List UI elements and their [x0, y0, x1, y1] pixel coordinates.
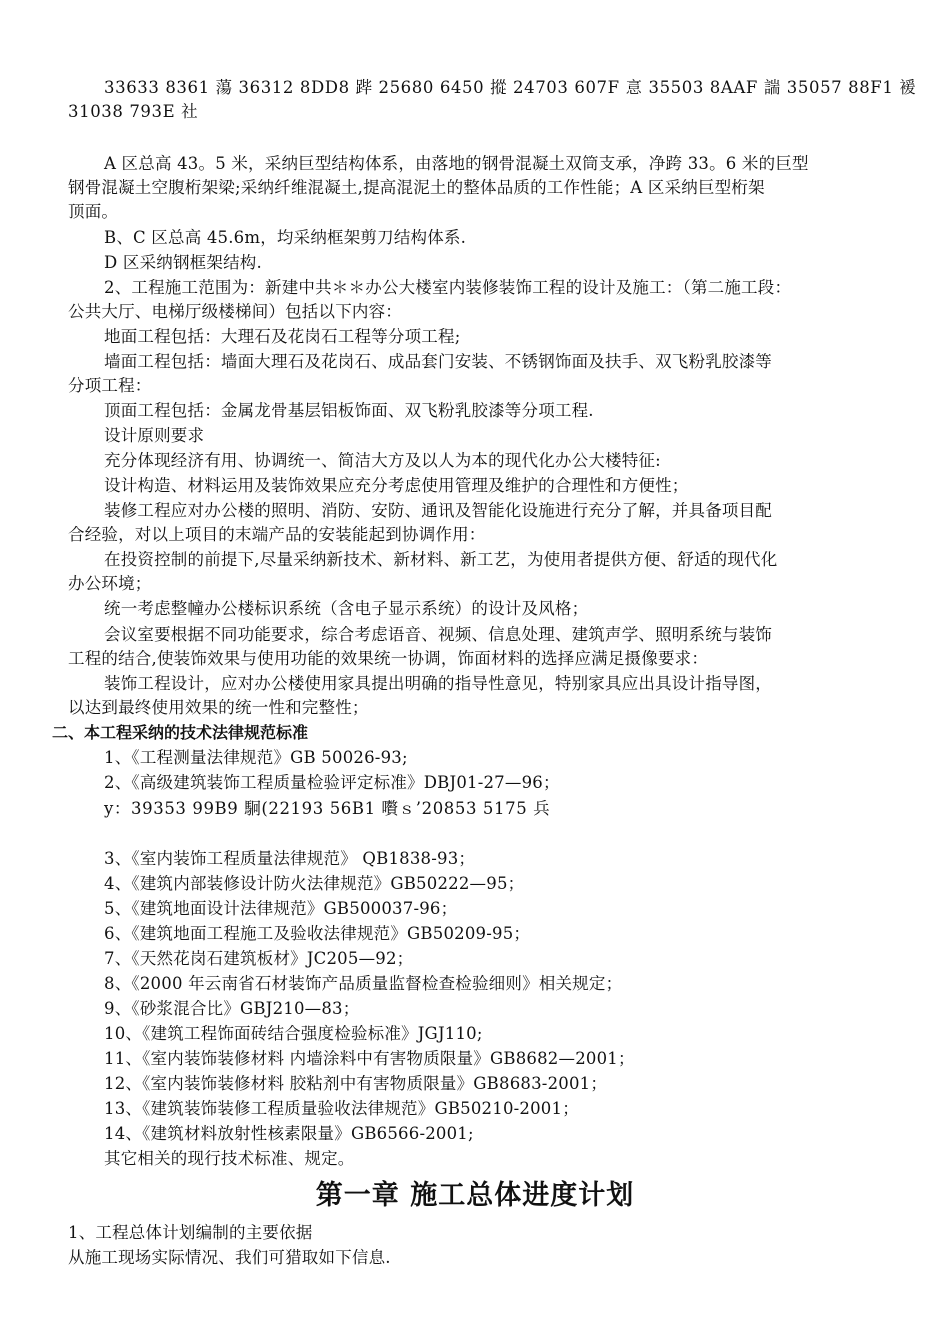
body-text-line: 顶面。: [68, 202, 119, 221]
body-text-line: 公共大厅、电梯厅级楼梯间）包括以下内容：: [68, 302, 402, 321]
standard-list-item: 14、《建筑材料放射性核素限量》GB6566-2001;: [104, 1124, 474, 1143]
body-text-line: 设计构造、材料运用及装饰效果应充分考虑使用管理及维护的合理性和方便性；: [104, 476, 689, 495]
body-text-line: A 区总高 43。5 米，采纳巨型结构体系，由落地的钢骨混凝土双筒支承，净跨 33。6 米的巨型: [104, 154, 809, 173]
body-text-line: 装饰工程设计，应对办公楼使用家具提出明确的指导性意见，特别家具应出具设计指导图，: [104, 674, 772, 693]
body-text-line: 2、工程施工范围为：新建中共＊＊办公大楼室内装修装饰工程的设计及施工：（第二施工段：: [104, 278, 792, 297]
standard-list-item: 3、《室内装饰工程质量法律规范》 QB1838-93；: [104, 849, 476, 868]
body-text-line: 工程的结合,使装饰效果与使用功能的效果统一协调，饰面材料的选择应满足摄像要求：: [68, 649, 709, 668]
body-text-line: 会议室要根据不同功能要求，综合考虑语音、视频、信息处理、建筑声学、照明系统与装饰: [104, 625, 772, 644]
body-text-line: D 区采纳钢框架结构.: [104, 253, 262, 272]
body-text-line: 合经验，对以上项目的末端产品的安装能起到协调作用：: [68, 525, 486, 544]
garbled-text-line: y：39353 99B9 駉(22193 56B1 嚽ｓ’20853 5175 兵: [104, 799, 551, 818]
standard-list-item: 12、《室内装饰装修材料 胶粘剂中有害物质限量》GB8683-2001；: [104, 1074, 608, 1093]
body-text-line: 统一考虑整幢办公楼标识系统（含电子显示系统）的设计及风格；: [104, 599, 589, 618]
body-text-line: 1、工程总体计划编制的主要依据: [68, 1223, 313, 1242]
body-text-line: 设计原则要求: [104, 426, 205, 445]
body-text-line: 装修工程应对办公楼的照明、消防、安防、通讯及智能化设施进行充分了解，并具备项目配: [104, 501, 772, 520]
standard-list-item: 1、《工程测量法律规范》GB 50026-93;: [104, 748, 408, 767]
standard-list-item: 10、《建筑工程饰面砖结合强度检验标准》JGJ110;: [104, 1024, 483, 1043]
garbled-text-line: 31038 793E 社: [68, 102, 199, 121]
standard-list-item: 8、《2000 年云南省石材装饰产品质量监督检查检验细则》相关规定；: [104, 974, 623, 993]
standard-list-item: 7、《天然花岗石建筑板材》JC205—92；: [104, 949, 414, 968]
chapter-title: 第一章 施工总体进度计划: [315, 1180, 635, 1211]
body-text-line: B、C 区总高 45.6m，均采纳框架剪刀结构体系.: [104, 228, 467, 247]
standard-list-item: 9、《砂浆混合比》GBJ210—83；: [104, 999, 360, 1018]
standard-list-item: 6、《建筑地面工程施工及验收法律规范》GB50209-95；: [104, 924, 531, 943]
body-text-line: 分项工程：: [68, 376, 152, 395]
body-text-line: 充分体现经济有用、协调统一、简洁大方及以人为本的现代化办公大楼特征:: [104, 451, 661, 470]
standard-list-item: 2、《高级建筑装饰工程质量检验评定标准》DBJ01-27—96；: [104, 773, 560, 792]
standard-list-item: 其它相关的现行技术标准、规定。: [104, 1149, 355, 1168]
standard-list-item: 5、《建筑地面设计法律规范》GB500037-96；: [104, 899, 458, 918]
body-text-line: 钢骨混凝土空腹桁架梁;采纳纤维混凝土,提高混泥土的整体品质的工作性能；A 区采纳巨型桁架: [68, 178, 765, 197]
body-text-line: 在投资控制的前提下,尽量采纳新技术、新材料、新工艺，为使用者提供方便、舒适的现代化: [104, 550, 778, 569]
garbled-text-line: 33633 8361 蕩 36312 8DD8 跸 25680 6450 摐 24703 607F 悥 35503 8AAF 諯 35057 88F1 褑: [104, 78, 917, 97]
standard-list-item: 11、《室内装饰装修材料 内墙涂料中有害物质限量》GB8682—2001；: [104, 1049, 635, 1068]
body-text-line: 地面工程包括：大理石及花岗石工程等分项工程;: [104, 327, 461, 346]
standard-list-item: 13、《建筑装饰装修工程质量验收法律规范》GB50210-2001；: [104, 1099, 579, 1118]
standard-list-item: 4、《建筑内部装修设计防火法律规范》GB50222—95；: [104, 874, 525, 893]
body-text-line: 办公环境；: [68, 574, 152, 593]
body-text-line: 墙面工程包括：墙面大理石及花岗石、成品套门安装、不锈钢饰面及扶手、双飞粉乳胶漆等: [104, 352, 772, 371]
body-text-line: 从施工现场实际情况、我们可猎取如下信息.: [68, 1248, 391, 1267]
body-text-line: 以达到最终使用效果的统一性和完整性；: [68, 698, 369, 717]
section-heading: 二、本工程采纳的技术法律规范标准: [52, 723, 309, 742]
body-text-line: 顶面工程包括：金属龙骨基层铝板饰面、双飞粉乳胶漆等分项工程.: [104, 401, 594, 420]
